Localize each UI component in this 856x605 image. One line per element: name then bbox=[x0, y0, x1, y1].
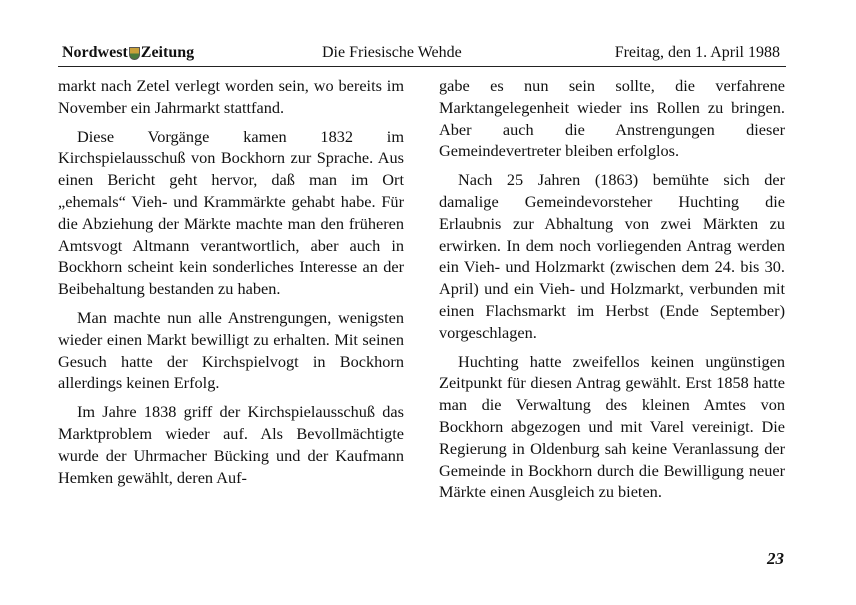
paragraph: Man machte nun alle Anstrengungen, wenigsten wieder einen Markt bewilligt zu erhalten. Mit seinen Gesuch hatte der Kirchspielvogt in Bockhorn allerdings keinen Erfolg. bbox=[58, 307, 404, 393]
paragraph: Diese Vorgänge kamen 1832 im Kirchspielausschuß von Bockhorn zur Sprache. Aus einen Bericht geht hervor, daß man im Ort „ehemals“ Vieh- und Krammärkte gehabt habe. Für die Abziehung der Märkte machte man den früheren Amtsvogt Altmann verantwortlich, aber auch in Bockhorn scheint kein sonderliches Interesse an der Beibehaltung bestanden zu haben. bbox=[58, 126, 404, 299]
page-number: 23 bbox=[767, 549, 784, 568]
newspaper-masthead bbox=[62, 44, 194, 62]
masthead-right: Zeitung bbox=[140, 44, 195, 61]
coat-of-arms-icon bbox=[129, 47, 140, 60]
paragraph: Im Jahre 1838 griff der Kirchspielausschuß das Marktproblem wieder auf. Als Bevollmächtigte wurde der Uhrmacher Bücking und der Kaufmann Hemken gewählt, deren Auf- bbox=[58, 402, 404, 487]
left-column bbox=[58, 75, 404, 495]
masthead-left: Nordwest bbox=[62, 44, 128, 61]
paragraph: Nach 25 Jahren (1863) bemühte sich der damalige Gemeindevorsteher Huchting die Erlaubnis zur Abhaltung von zwei Märkten zu erwirken. In dem noch vorliegenden Antrag werden ein Vieh- und Holzmarkt (zwischen dem 24. bis 30. April) und ein Vieh- und Holzmarkt, verbunden mit einen Flachsmarkt im Herbst (Ende September) vorgeschlagen. bbox=[439, 170, 785, 342]
paragraph: gabe es nun sein sollte, die verfahrene Marktangelegenheit wieder ins Rollen zu bringen. Aber auch die Anstrengungen dieser Gemeindevertreter bleiben erfolglos. bbox=[439, 76, 785, 161]
paragraph: Huchting hatte zweifellos keinen ungünstigen Zeitpunkt für diesen Antrag gewählt. Erst 1858 hatte man die Verwaltung des kleinen Amtes von Bockhorn abgezogen und mit Varel vereinigt. Die Regierung in Oldenburg sah keine Veranlassung der Gemeinde in Bockhorn durch die Bewilligung neuer Märkte einen Ausgleich zu bieten. bbox=[439, 351, 785, 502]
series-title: Die Friesische Wehde bbox=[322, 44, 462, 61]
paragraph: markt nach Zetel verlegt worden sein, wo bereits im November ein Jahrmarkt stattfand. bbox=[58, 76, 404, 117]
right-column bbox=[439, 75, 785, 510]
issue-date: Freitag, den 1. April 1988 bbox=[614, 44, 780, 61]
page-header bbox=[58, 42, 786, 67]
